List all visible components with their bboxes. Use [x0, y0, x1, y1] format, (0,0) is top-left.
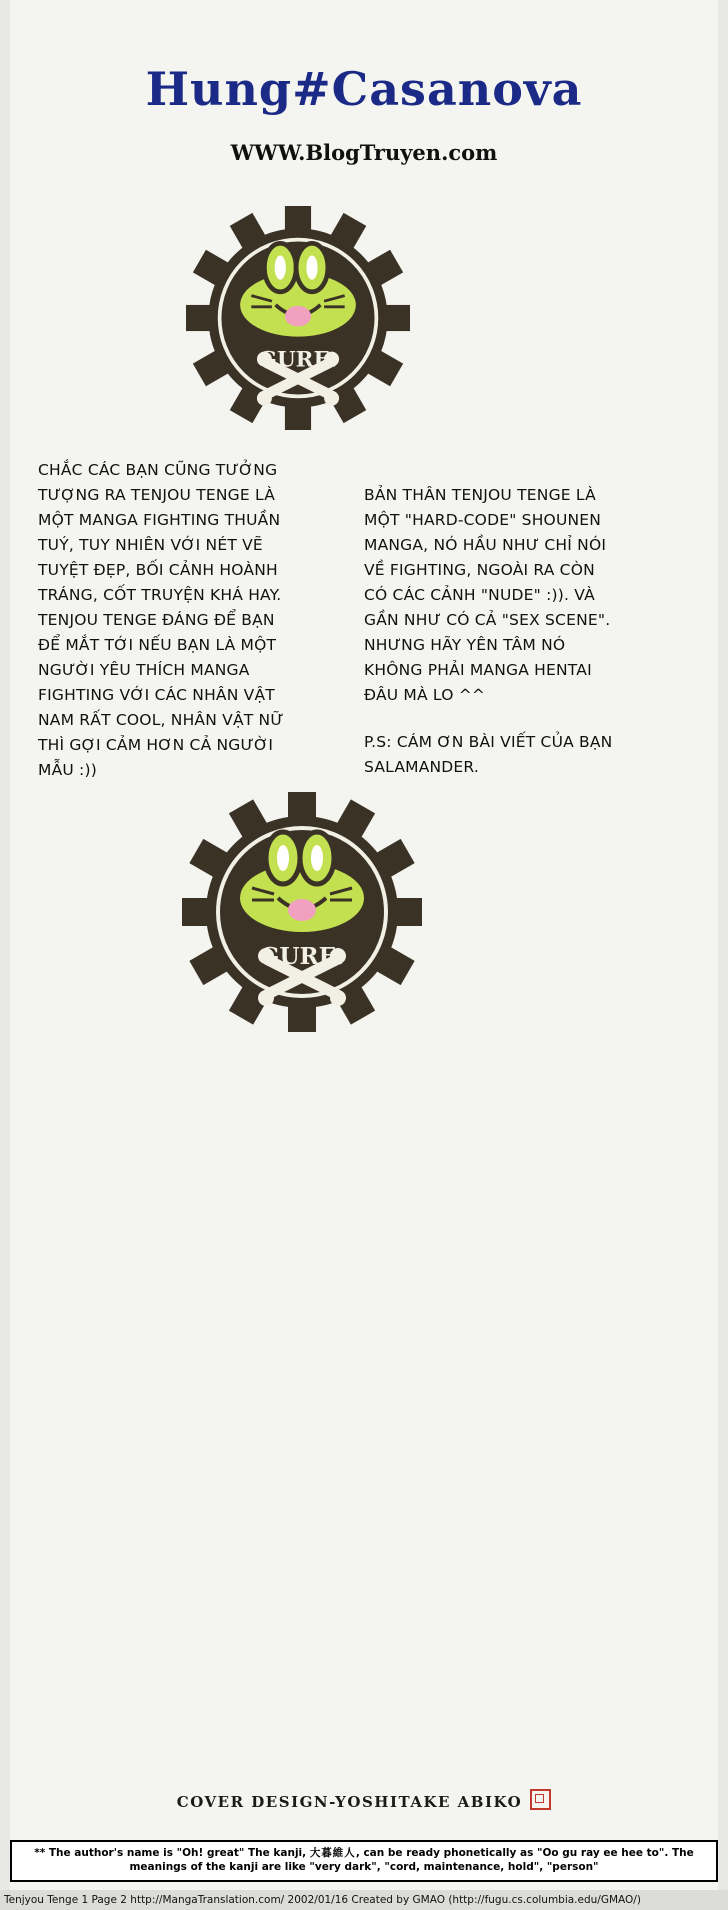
page-title: Hung#Casanova	[145, 62, 583, 116]
author-name-footnote	[10, 1840, 718, 1882]
svg-text:GURE.: GURE.	[258, 347, 338, 373]
footnote-text-part1: ** The author's name is "Oh! great" The kanji,	[34, 1847, 310, 1859]
cover-design-label: COVER DESIGN-YOSHITAKE ABIKO	[176, 1793, 523, 1811]
right-text-body: BẢN THÂN TENJOU TENGE LÀ MỘT "HARD-CODE" SHOUNEN MANGA, NÓ HẦU NHƯ CHỈ NÓI VỀ FIGHTING, NGOÀI RA CÒN CÓ CÁC CẢNH "NUDE" :)). VÀ GẦN NHƯ CÓ CẢ "SEX SCENE". NHƯNG HÃY YÊN TÂM NÓ KHÔNG PHẢI MANGA HENTAI ĐÂU MÀ LO ^^	[364, 486, 611, 704]
right-text-ps: P.S: CÁM ƠN BÀI VIẾT CỦA BẠN SALAMANDER.	[364, 733, 613, 776]
footnote-text-part2: , can be ready phonetically as "Oo gu ray ee hee to". The meanings of the kanji are like "very dark", "cord, maintenance, hold", "person"	[129, 1847, 694, 1873]
gear-frog-emblem-top	[186, 206, 410, 430]
right-text-column	[364, 458, 619, 805]
gear-frog-icon	[182, 792, 422, 1032]
gear-frog-emblem-bottom	[182, 792, 422, 1032]
left-text-column: CHẮC CÁC BẠN CŨNG TƯỞNG TƯỢNG RA TENJOU TENGE LÀ MỘT MANGA FIGHTING THUẦN TUÝ, TUY NHIÊN VỚI NÉT VẼ TUYỆT ĐẸP, BỐI CẢNH HOÀNH TRÁNG, CỐT TRUYỆN KHÁ HAY. TENJOU TENGE ĐÁNG ĐỂ BẠN ĐỂ MẮT TỚI NẾU BẠN LÀ MỘT NGƯỜI YÊU THÍCH MANGA FIGHTING VỚI CÁC NHÂN VẬT NAM RẤT COOL, NHÂN VẬT NỮ THÌ GỢI CẢM HƠN CẢ NGƯỜI MẪU :))	[38, 461, 284, 779]
page-edge-left	[0, 0, 10, 1910]
svg-text:GURE.: GURE.	[259, 943, 345, 970]
stamp-seal-icon	[530, 1789, 551, 1810]
footnote-kanji: 大暮維人	[309, 1847, 356, 1859]
cover-design-credit	[0, 1786, 728, 1811]
scan-credit-bar: Tenjyou Tenge 1 Page 2 http://MangaTranslation.com/ 2002/01/16 Created by GMAO (http://fugu.cs.columbia.edu/GMAO/)	[0, 1890, 728, 1910]
page-edge-right	[718, 0, 728, 1910]
gear-frog-icon	[186, 206, 410, 430]
site-url-subtitle: WWW.BlogTruyen.com	[230, 140, 498, 165]
